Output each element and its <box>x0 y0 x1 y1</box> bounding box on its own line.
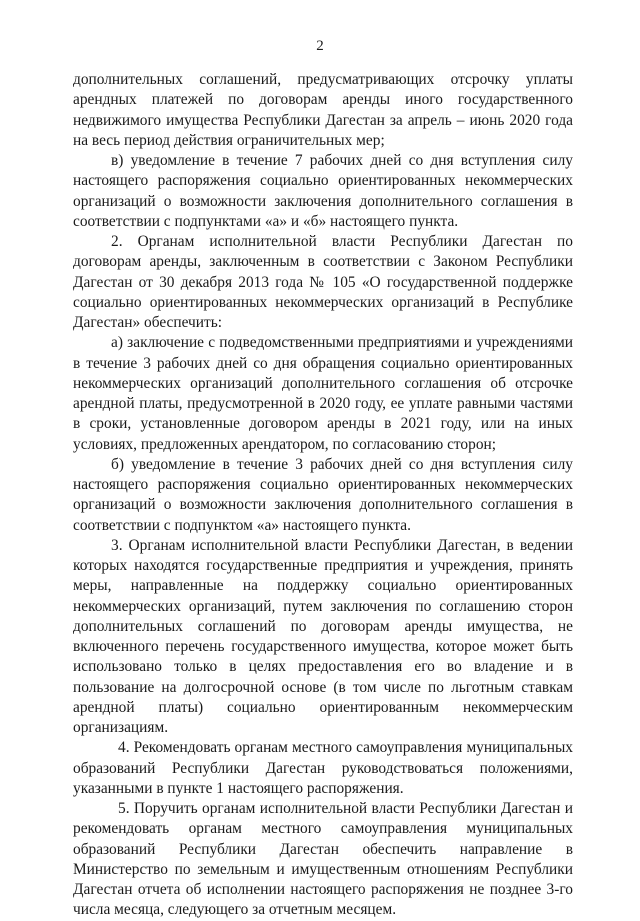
paragraph-point-3: 3. Органам исполнительной власти Республики Дагестан, в ведении которых находятся государственные предприятия и учреждения, принять меры, направленные на поддержку социально ориентированных некоммерческих организаций, путем заключения по соглашению сторон дополнительных соглашений по договорам аренды имущества, не включенного перечень государственного имущества, которое может быть использовано только в целях предоставления его во владение и в пользование на долгосрочной основе (в том числе по льготным ставкам арендной платы) социально ориентированным некоммерческим организациям. <box>73 536 573 736</box>
paragraph-point-2: 2. Органам исполнительной власти Республики Дагестан по договорам аренды, заключенным в соответствии с Законом Республики Дагестан от 30 декабря 2013 года № 105 «О государственной поддержке социально ориентированных некоммерческих организаций в Республике Дагестан» обеспечить: <box>73 233 573 331</box>
paragraph-item-a: а) заключение с подведомственными предприятиями и учреждениями в течение 3 рабочих дней со дня обращения социально ориентированных некоммерческих организаций дополнительного соглашения об отсрочке арендной платы, предусмотренной в 2020 году, ее уплате равными частями в сроки, установленные договором аренды в 2021 году, или на иных условиях, предложенных арендатором, по согласованию сторон; <box>73 334 573 453</box>
paragraph-continuation: дополнительных соглашений, предусматривающих отсрочку уплаты арендных платежей по договорам аренды иного государственного недвижимого имущества Республики Дагестан за апрель – июнь 2020 года на весь период действия ограничительных мер; <box>73 71 573 149</box>
paragraph-item-v: в) уведомление в течение 7 рабочих дней со дня вступления силу настоящего распоряжения социально ориентированных некоммерческих организаций о возможности заключения дополнительного соглашения в соответствии с подпунктами «а» и «б» настоящего пункта. <box>73 152 573 230</box>
paragraph-point-5: 5. Поручить органам исполнительной власти Республики Дагестан и рекомендовать органам местного самоуправления муниципальных образований Республики Дагестан обеспечить направление в Министерство по земельным и имущественным отношениям Республики Дагестан отчета об исполнении настоящего распоряжения не позднее 3-го числа месяца, следующего за отчетным месяцем. <box>73 800 573 919</box>
paragraph-item-b: б) уведомление в течение 3 рабочих дней со дня вступления силу настоящего распоряжения социально ориентированных некоммерческих организаций о возможности заключения дополнительного соглашения в соответствии с подпунктом «а» настоящего пункта. <box>73 455 573 534</box>
paragraph-point-4: 4. Рекомендовать органам местного самоуправления муниципальных образований Республики Дагестан руководствоваться положениями, указанными в пункте 1 настоящего распоряжения. <box>73 739 573 797</box>
document-body <box>73 70 573 921</box>
page-number: 2 <box>316 38 324 54</box>
